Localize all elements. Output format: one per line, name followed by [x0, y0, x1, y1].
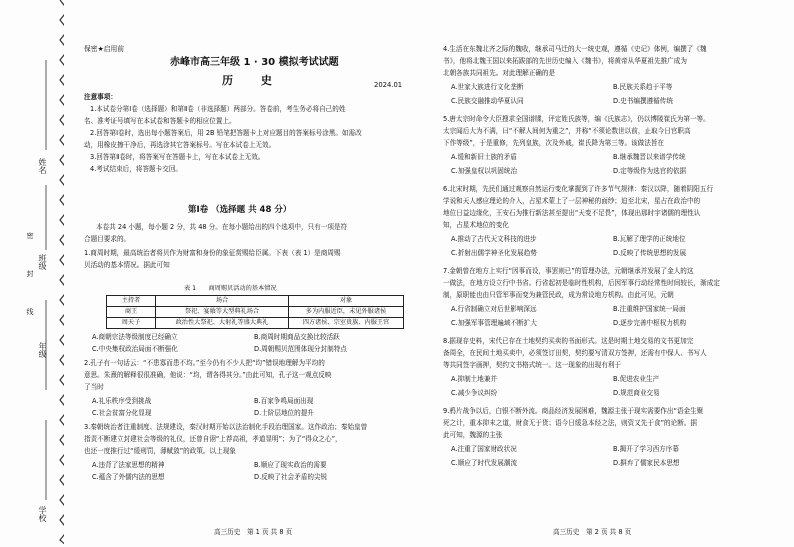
seal-char-2: 封: [26, 270, 34, 277]
q4-line: 4.生活在东魏北齐之际的魏收，继承司马迁的大一统史观，遵循《史记》体例，编撰了《魏: [443, 45, 707, 53]
q9-line: 死之计，重本抑末之道，财食无于货；语今日缓急本经之法，则资又先于食”的论断。据: [443, 419, 697, 427]
q2-line: 2.孔子有一句话云：“不患寡而患不均。”至今仍有不少人把“均”错误地理解为平均的: [84, 359, 325, 367]
note-line: 名、准考证号填写在本试卷和答题卡的相应位置上。: [84, 117, 236, 125]
table-row: [107, 318, 404, 329]
q2-line: 了当时: [84, 383, 104, 391]
q3-line: 也还一度推行过“缓刑罚，薄赋敛”的政策。以上现象: [84, 447, 236, 455]
section-title: 第Ⅰ卷 （选择题 共 48 分）: [188, 205, 292, 215]
note-line: 4.考试结束后，将答题卡交回。: [90, 165, 183, 173]
table-cell: 祭祀、宴飨等大型典礼场合: [156, 307, 289, 318]
table-cell: 商王: [107, 307, 156, 318]
question-8-stem: [443, 336, 779, 372]
question-3-stem: [84, 422, 420, 458]
q3-line: 指责不断建立封建社会等级的礼仪，还曾自诩“上荐高祖，孝道显明”；为了“得众之心”，: [84, 435, 342, 443]
q3-option-b[interactable]: B.顺应了现实政治的需要: [254, 461, 327, 469]
zigzag-seal-line: [60, 0, 64, 547]
table-cell: 四方诸侯、宗室贵族、内服王官: [289, 318, 404, 329]
q6-line: 知，占星术地位的变化: [443, 221, 509, 229]
q8-option-b[interactable]: B.促进农业生产: [613, 375, 660, 383]
table-cell: 周天子: [107, 318, 156, 329]
q9-line: 此可知，魏源的主张: [443, 431, 503, 439]
q5-option-d[interactable]: D.定等级作为选官的依据: [613, 167, 687, 175]
question-2-stem: [84, 358, 420, 394]
table-header-row: [107, 296, 404, 307]
q5-line: 太宗闻后大为不满，曰“不解人间何为重之”，并称“不须论数世以前，止取今日官职高: [443, 127, 691, 135]
table-header: 主持者: [107, 296, 156, 307]
grade-label: 年级: [38, 342, 47, 358]
table-header: 对象: [289, 296, 404, 307]
note-line: 2.回答第Ⅰ卷时，选出每小题答案后，用 2B 铅笔把答题卡上对应题目的答案标号涂黑。如需改: [90, 129, 362, 137]
q5-option-a[interactable]: A.缓和新旧士族的矛盾: [451, 153, 517, 161]
intro-line: 本卷共 24 小题，每小题 2 分，共 48 分。在每小题给出的四个选项中，只有一项是符: [96, 223, 348, 231]
q1-option-c[interactable]: C.中央集权政治局面不断强化: [92, 345, 178, 353]
q8-option-d[interactable]: D.规范商业交易: [613, 389, 660, 397]
q6-option-d[interactable]: D.反映了传统思想的发展: [613, 249, 687, 257]
question-7-stem: [443, 266, 779, 302]
q8-line: 等共同签字画押，契约文书格式统一。这一现象的出现有利于: [443, 361, 622, 369]
exam-date: 2024.01: [374, 81, 403, 89]
q6-line: 6.北宋时期，先民们通过观察自然运行变化掌握到了许多节气规律：秦汉以降，随着阴阳五行: [443, 185, 714, 193]
q9-option-a[interactable]: A.注重了国家财政状况: [451, 445, 517, 453]
question-5-stem: [443, 114, 779, 150]
q9-option-d[interactable]: D.摒弃了儒家民本思想: [613, 459, 680, 467]
q4-line: 北朝各族共同祖先。对此理解正确的是: [443, 69, 556, 77]
table-cell: 多为内服近臣，未见外服诸侯: [289, 307, 404, 318]
page-1: [84, 0, 424, 547]
q1-option-b[interactable]: B.商周时期商品交换比较活跃: [254, 333, 340, 341]
q4-option-a[interactable]: A.世家大族进行文化垄断: [451, 83, 524, 91]
seal-char-3: 线: [26, 308, 34, 315]
q9-line: 9.鸦片战争以后，白银不断外流。商品经济发展困难，魏源主张于现实需要作出“语金生聚: [443, 407, 704, 415]
section-intro: [84, 222, 420, 246]
q6-option-b[interactable]: B.瓦解了理学的正统地位: [613, 235, 686, 243]
q2-option-d[interactable]: D.士阶层地位的提升: [254, 409, 314, 417]
school-label: 学校: [38, 506, 47, 522]
q9-option-b[interactable]: B.揭开了学习西方序幕: [613, 445, 679, 453]
q5-line: 下作等级”，于是重修，先列皇族，次及外戚，崔氏降为第三等。该做法旨在: [443, 139, 665, 147]
q7-line: 一做法，在地方设立行中书省。行省起初是临时性机构，后因军事行动经常性时间较长，渐成定: [443, 279, 720, 287]
name-label: 姓名: [38, 158, 47, 174]
q8-line: 备周全，在民间土地买卖中，必须签订田契，契约要写清双方签押，还需有中保人、书写人: [443, 349, 707, 357]
q3-option-d[interactable]: D.反映了社会矛盾的尖锐: [254, 473, 328, 481]
seal-char-1: 密: [26, 232, 34, 239]
q4-line: 书》，他将北魏王国以来拓跋部的先世历史编入《魏书》，将黄帝从华夏祖先推广成为: [443, 57, 687, 65]
table-row: [107, 307, 404, 318]
subject-title: 历 史: [222, 74, 284, 87]
exam-title: 赤峰市高三年级 1 · 30 模拟考试试题: [170, 57, 339, 68]
q3-option-a[interactable]: A.违背了法家思想的精神: [92, 461, 165, 469]
table-header: 场合: [156, 296, 289, 307]
notes-list: [84, 104, 420, 176]
q5-line: 5.唐太宗时命令大臣搜求全国谱牒，评定姓氏族等，编《氏族志》，仍以博陵崔氏为第一等。: [443, 115, 710, 123]
reward-table: [106, 295, 404, 329]
q2-option-b[interactable]: B.百家争鸣局面出现: [254, 397, 314, 405]
q6-line: 地位日益边缘化，王安石为推行新法甚至提出“天变不足畏”，体现出那时宇诸儒的理性认: [443, 209, 701, 217]
q3-line: 3.秦朝统治者注重制度、法规建设，秦汉时期开始以法治制化手段治理国家。这作政治；秦始皇曾: [84, 423, 368, 431]
notes-heading: 注意事项：: [84, 93, 117, 101]
question-4-stem: [443, 44, 779, 80]
page-2: [443, 0, 783, 547]
q9-option-c[interactable]: C.顺应了时代发展潮流: [451, 459, 518, 467]
q4-option-d[interactable]: D.史书编撰遵循传统: [613, 97, 673, 105]
table-caption: 表 1 商周赐贝活动的基本情况: [184, 285, 277, 292]
page-footer: 高三历史 第 1 页 共 8 页: [214, 528, 293, 536]
q7-option-c[interactable]: C.加强军事管理遍域不断扩大: [451, 319, 537, 327]
q1-line: 1.商周时期，最高统治者将贝作为财富和身份的象征赏赐给臣属。下表（表 1）是商周赐: [84, 249, 341, 257]
question-9-stem: [443, 406, 779, 442]
q7-option-b[interactable]: B.注重维护国家统一局面: [613, 305, 686, 313]
secret-mark: 保密★启用前: [84, 45, 125, 53]
class-label: 班级: [38, 254, 47, 270]
binding-strip: [0, 0, 64, 547]
q5-option-b[interactable]: B.继承魏晋以来谱学传统: [613, 153, 686, 161]
intro-line: 合题目要求的。: [84, 235, 131, 243]
q3-option-c[interactable]: C.蕴含了外儒内法的思想: [92, 473, 165, 481]
q6-option-a[interactable]: A.推动了古代天文科技的进步: [451, 235, 537, 243]
note-line: 3.回答第Ⅱ卷时，将答案写在答题卡上，写在本试卷上无效。: [90, 153, 265, 161]
q5-option-c[interactable]: C.加强皇权以巩固统治: [451, 167, 518, 175]
q6-option-c[interactable]: C.折射出儒学神圣化发展趋势: [451, 249, 537, 257]
question-1-stem: [84, 248, 420, 272]
note-line: 动，用橡皮擦干净后，再选涂其它答案标号。写在本试卷上无效。: [84, 141, 276, 149]
q8-line: 8.据现存史料，宋代已存在土地契约买卖的书面形式。这是时期土地交易的文书更加完: [443, 337, 694, 345]
q4-option-c[interactable]: C.民族交融推动华夏认同: [451, 97, 524, 105]
q7-option-a[interactable]: A.行省制确立对后世影响深远: [451, 305, 537, 313]
q2-line: 意思。朱熹的解释很很准确，他说：“均，谓各得其分。”由此可知，孔子这一观点反映: [84, 371, 332, 379]
q6-line: 学说和天人感应理论的介入，占星术蒙上了一层神秘的面纱；迫至北宋，星占在政治中的: [443, 197, 701, 205]
q1-option-d[interactable]: D.周朝赐贝范围体现分封制特点: [254, 345, 347, 353]
q8-option-c[interactable]: C.减少争议纠纷: [451, 389, 498, 397]
note-line: 1.本试卷分第Ⅰ卷（选择题）和第Ⅱ卷（非选择题）两部分。答卷前，考生务必将自己的姓: [90, 105, 346, 113]
q7-line: 7.金朝曾在地方上实行“因事而设，事罢则已”的管理办法，元朝继承并发展了金人的这: [443, 267, 694, 275]
page-footer: 高三历史 第 2 页 共 8 页: [553, 528, 632, 536]
q7-option-d[interactable]: D.逐步完善中枢权力机构: [613, 319, 687, 327]
q4-option-b[interactable]: B.民族关系趋于平等: [613, 83, 673, 91]
q1-option-a[interactable]: A.商朝宗法等级制度已经确立: [92, 333, 178, 341]
q1-line: 贝活动的基本情况。据此可知: [84, 261, 170, 269]
question-6-stem: [443, 184, 779, 232]
q7-line: 制，原职能也由只管军事而变为兼管民政，成为常设地方机构。由此可见，元朝: [443, 291, 674, 299]
q2-option-c[interactable]: C.社会贫富分化显现: [92, 409, 152, 417]
q8-option-a[interactable]: A.抑制土地兼并: [451, 375, 498, 383]
q2-option-a[interactable]: A.礼乐秩序受到挑战: [92, 397, 152, 405]
table-cell: 政治性大祭祀、大射礼等盛大典礼: [156, 318, 289, 329]
